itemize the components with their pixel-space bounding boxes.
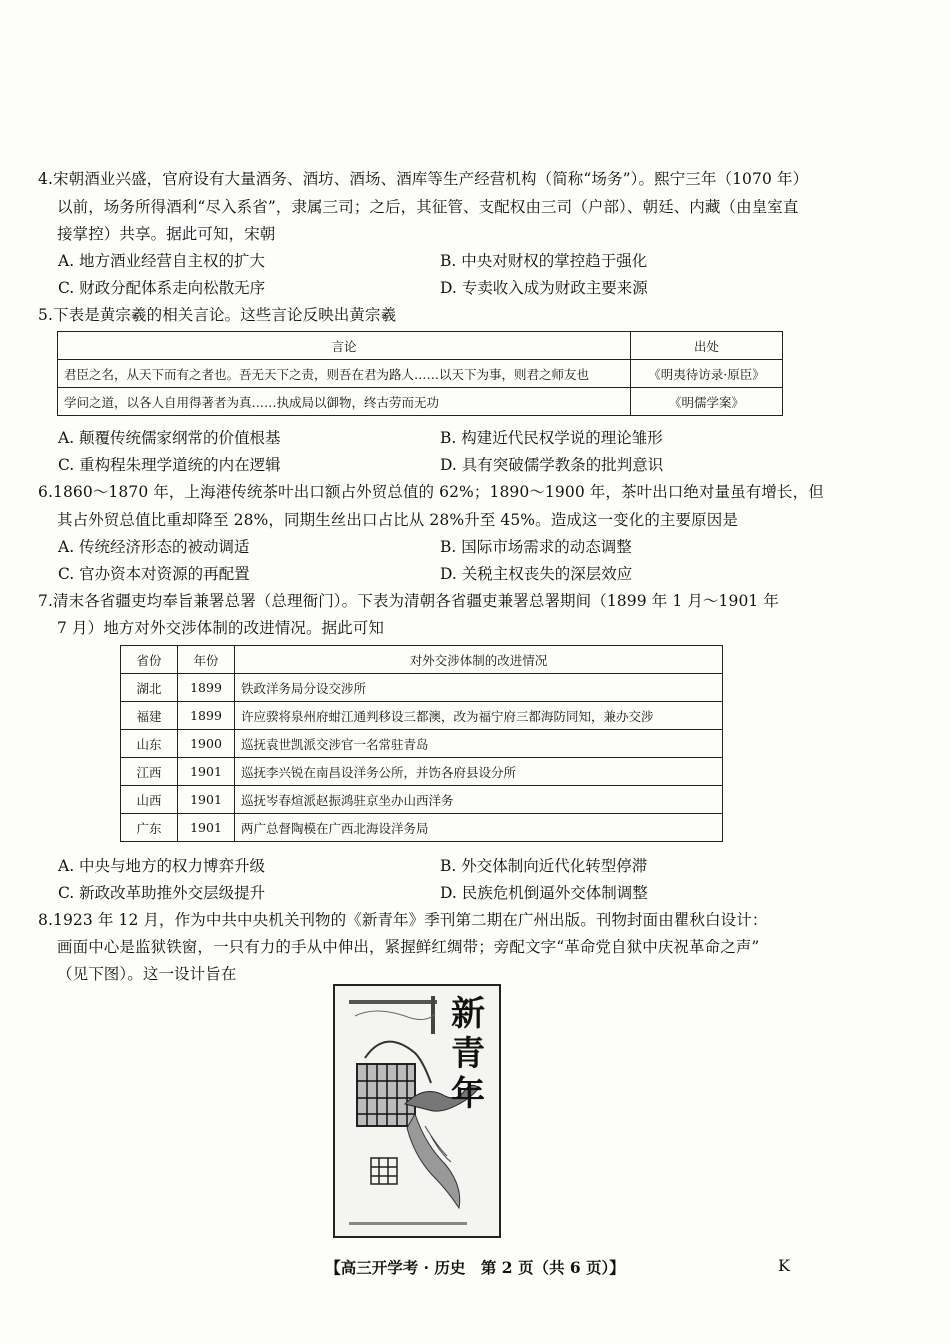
version-mark: K (778, 1256, 790, 1275)
q7-option-d: D. 民族危机倒逼外交体制调整 (440, 884, 648, 902)
q7-year: 1901 (178, 814, 235, 842)
q7-reform: 铁政洋务局分设交涉所 (235, 674, 723, 702)
q7-year: 1901 (178, 786, 235, 814)
cover-title-char: 年 (451, 1074, 485, 1114)
q4-option-c: C. 财政分配体系走向松散无序 (58, 279, 266, 297)
cover-title-char: 新 (451, 994, 485, 1034)
q7-option-a: A. 中央与地方的权力博弈升级 (58, 857, 266, 875)
q6-option-d: D. 关税主权丧失的深层效应 (440, 565, 633, 583)
q7-header-year: 年份 (178, 646, 235, 674)
q7-province: 湖北 (121, 674, 178, 702)
q4-line-2: 以前，场务所得酒利“尽入系省”，隶属三司；之后，其征管、支配权由三司（户部）、朝廷、内藏（由皇室直 (57, 198, 799, 216)
q5-header-source: 出处 (631, 332, 783, 360)
q4-line-1: 4.宋朝酒业兴盛，官府设有大量酒务、酒坊、酒场、酒库等生产经营机构（简称“场务”）。熙宁三年（1070 年） (38, 170, 809, 188)
q4-option-d: D. 专卖收入成为财政主要来源 (440, 279, 648, 297)
q7-header-province: 省份 (121, 646, 178, 674)
q4-option-b: B. 中央对财权的掌控趋于强化 (440, 252, 648, 270)
q5-table (57, 331, 783, 416)
q8-line-2: 画面中心是监狱铁窗，一只有力的手从中伸出，紧握鲜红绸带；旁配文字“革命党自狱中庆祝革命之声” (57, 938, 760, 956)
q7-table (120, 645, 723, 842)
q8-line-3: （见下图）。这一设计旨在 (57, 965, 237, 983)
q5-line-1: 5.下表是黄宗羲的相关言论。这些言论反映出黄宗羲 (38, 306, 397, 324)
q4-option-a: A. 地方酒业经营自主权的扩大 (58, 252, 266, 270)
q7-province: 广东 (121, 814, 178, 842)
table-row (121, 730, 723, 758)
q7-line-2: 7 月）地方对外交涉体制的改进情况。据此可知 (57, 619, 384, 637)
q6-option-b: B. 国际市场需求的动态调整 (440, 538, 632, 556)
q7-year: 1899 (178, 702, 235, 730)
q7-option-b: B. 外交体制向近代化转型停滞 (440, 857, 648, 875)
table-row (121, 786, 723, 814)
cover-title-char: 青 (451, 1034, 485, 1074)
q5-quote-2: 学问之道，以各人自用得著者为真……执成局以御物，终古劳而无功 (58, 388, 631, 416)
q7-province: 山西 (121, 786, 178, 814)
q7-province: 福建 (121, 702, 178, 730)
table-row (58, 388, 783, 416)
new-youth-cover-image (333, 984, 501, 1238)
table-header-row (58, 332, 783, 360)
q7-reform: 巡抚岑春煊派赵振鸿驻京坐办山西洋务 (235, 786, 723, 814)
q7-province: 山东 (121, 730, 178, 758)
q7-province: 江西 (121, 758, 178, 786)
q7-reform: 许应骙将泉州府蚶江通判移设三都澳，改为福宁府三都海防同知，兼办交涉 (235, 702, 723, 730)
q7-year: 1900 (178, 730, 235, 758)
q4-line-3: 接掌控）共享。据此可知，宋朝 (57, 225, 276, 243)
q7-header-reform: 对外交涉体制的改进情况 (235, 646, 723, 674)
table-header-row (121, 646, 723, 674)
q7-year: 1899 (178, 674, 235, 702)
q7-reform: 巡抚袁世凯派交涉官一名常驻青岛 (235, 730, 723, 758)
q5-header-quote: 言论 (58, 332, 631, 360)
table-row (121, 674, 723, 702)
table-row (121, 702, 723, 730)
q5-option-d: D. 具有突破儒学教条的批判意识 (440, 456, 664, 474)
q7-reform: 两广总督陶模在广西北海设洋务局 (235, 814, 723, 842)
q6-option-a: A. 传统经济形态的被动调适 (58, 538, 250, 556)
q5-option-a: A. 颠覆传统儒家纲常的价值根基 (58, 429, 281, 447)
q5-quote-1: 君臣之名，从天下而有之者也。吾无天下之责，则吾在君为路人……以天下为事，则君之师友也 (58, 360, 631, 388)
q7-year: 1901 (178, 758, 235, 786)
q6-option-c: C. 官办资本对资源的再配置 (58, 565, 250, 583)
q6-line-1: 6.1860～1870 年，上海港传统茶叶出口额占外贸总值的 62%；1890～1900 年，茶叶出口绝对量虽有增长，但 (38, 483, 824, 501)
q6-line-2: 其占外贸总值比重却降至 28%，同期生丝出口占比从 28%升至 45%。造成这一变化的主要原因是 (57, 511, 738, 529)
q8-line-1: 8.1923 年 12 月，作为中共中央机关刊物的《新青年》季刊第二期在广州出版。刊物封面由瞿秋白设计： (38, 911, 768, 929)
page-footer: 【高三开学考 · 历史 第 2 页（共 6 页）】 (325, 1258, 625, 1277)
q5-source-2: 《明儒学案》 (631, 388, 783, 416)
q7-option-c: C. 新政改革助推外交层级提升 (58, 884, 266, 902)
q7-line-1: 7.清末各省疆吏均奉旨兼署总署（总理衙门）。下表为清朝各省疆吏兼署总署期间（1899 年 1 月～1901 年 (38, 592, 780, 610)
q5-option-c: C. 重构程朱理学道统的内在逻辑 (58, 456, 281, 474)
q5-source-1: 《明夷待访录·原臣》 (631, 360, 783, 388)
q5-option-b: B. 构建近代民权学说的理论雏形 (440, 429, 663, 447)
cover-title (445, 994, 491, 1114)
q7-reform: 巡抚李兴锐在南昌设洋务公所，并饬各府县设分所 (235, 758, 723, 786)
table-row (121, 758, 723, 786)
table-row (58, 360, 783, 388)
table-row (121, 814, 723, 842)
